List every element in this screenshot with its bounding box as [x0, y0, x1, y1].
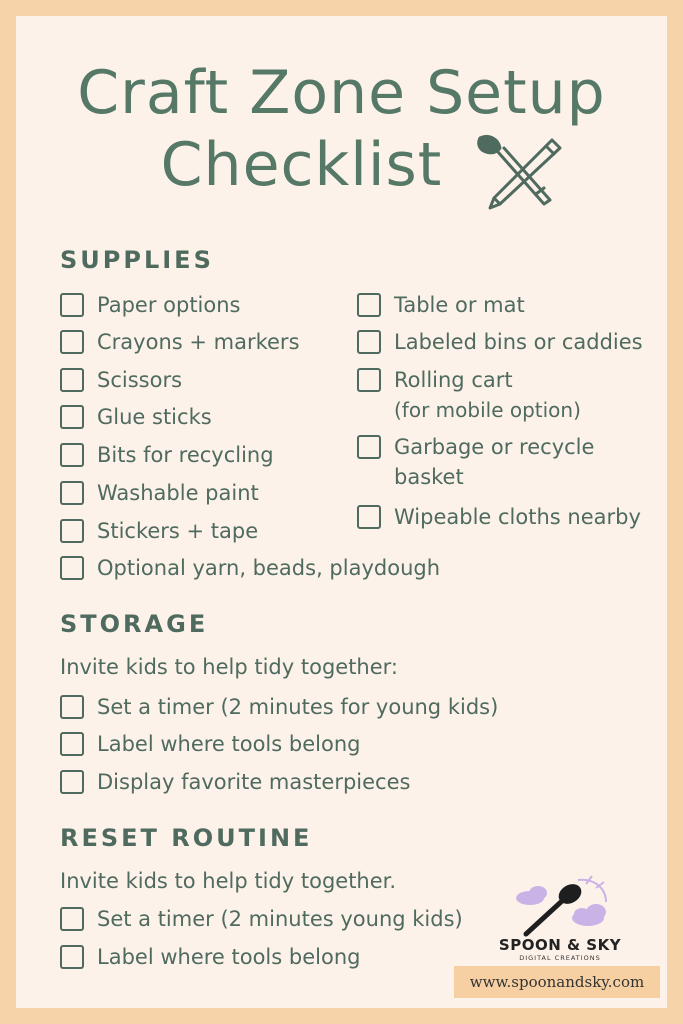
- checkbox[interactable]: [60, 405, 84, 429]
- checkbox[interactable]: [60, 945, 84, 969]
- checklist-item-garbage-basket[interactable]: Garbage or recycle basket: [357, 432, 594, 492]
- checklist-item-optional[interactable]: Optional yarn, beads, playdough: [60, 553, 440, 583]
- checkbox[interactable]: [357, 435, 381, 459]
- checkbox[interactable]: [60, 330, 84, 354]
- checklist-item-reset-label[interactable]: Label where tools belong: [60, 942, 360, 972]
- checklist-item-table[interactable]: Table or mat: [357, 290, 525, 320]
- checklist-item-display[interactable]: Display favorite masterpieces: [60, 767, 410, 797]
- checklist-item-glue[interactable]: Glue sticks: [60, 402, 212, 432]
- page-title-line2: Checklist: [160, 130, 443, 200]
- website-url[interactable]: www.spoonandsky.com: [454, 966, 660, 998]
- checklist-item-reset-timer[interactable]: Set a timer (2 minutes young kids): [60, 904, 463, 934]
- checkbox[interactable]: [357, 368, 381, 392]
- checkbox[interactable]: [60, 770, 84, 794]
- reset-intro: Invite kids to help tidy together.: [60, 869, 397, 893]
- checkbox[interactable]: [60, 907, 84, 931]
- section-heading-reset: RESET ROUTINE: [60, 824, 313, 852]
- checkbox[interactable]: [357, 330, 381, 354]
- checklist-item-paper[interactable]: Paper options: [60, 290, 241, 320]
- page-title-line1: Craft Zone Setup: [77, 58, 606, 128]
- storage-intro: Invite kids to help tidy together:: [60, 655, 398, 679]
- checkbox[interactable]: [60, 556, 84, 580]
- checklist-item-recycling-bits[interactable]: Bits for recycling: [60, 440, 274, 470]
- checkbox[interactable]: [60, 293, 84, 317]
- checklist-item-crayons[interactable]: Crayons + markers: [60, 327, 300, 357]
- brand-name: SPOON & SKY: [498, 936, 622, 954]
- checkbox[interactable]: [357, 293, 381, 317]
- section-heading-supplies: SUPPLIES: [60, 246, 214, 274]
- checklist-item-scissors[interactable]: Scissors: [60, 365, 182, 395]
- checkbox[interactable]: [60, 368, 84, 392]
- checkbox[interactable]: [60, 519, 84, 543]
- checklist-item-cloths[interactable]: Wipeable cloths nearby: [357, 502, 641, 532]
- checklist-item-rolling-cart[interactable]: Rolling cart (for mobile option): [357, 365, 581, 425]
- checklist-item-bins[interactable]: Labeled bins or caddies: [357, 327, 643, 357]
- checkbox[interactable]: [60, 443, 84, 467]
- section-heading-storage: STORAGE: [60, 610, 209, 638]
- checkbox[interactable]: [60, 695, 84, 719]
- checkbox[interactable]: [357, 505, 381, 529]
- paintbrush-pencil-crossed-icon: [474, 132, 564, 214]
- checklist-item-label-tools[interactable]: Label where tools belong: [60, 729, 360, 759]
- checklist-item-stickers[interactable]: Stickers + tape: [60, 516, 258, 546]
- checklist-item-timer[interactable]: Set a timer (2 minutes for young kids): [60, 692, 498, 722]
- checkbox[interactable]: [60, 481, 84, 505]
- checkbox[interactable]: [60, 732, 84, 756]
- brand-tagline: DIGITAL CREATIONS: [519, 954, 601, 962]
- checklist-item-paint[interactable]: Washable paint: [60, 478, 259, 508]
